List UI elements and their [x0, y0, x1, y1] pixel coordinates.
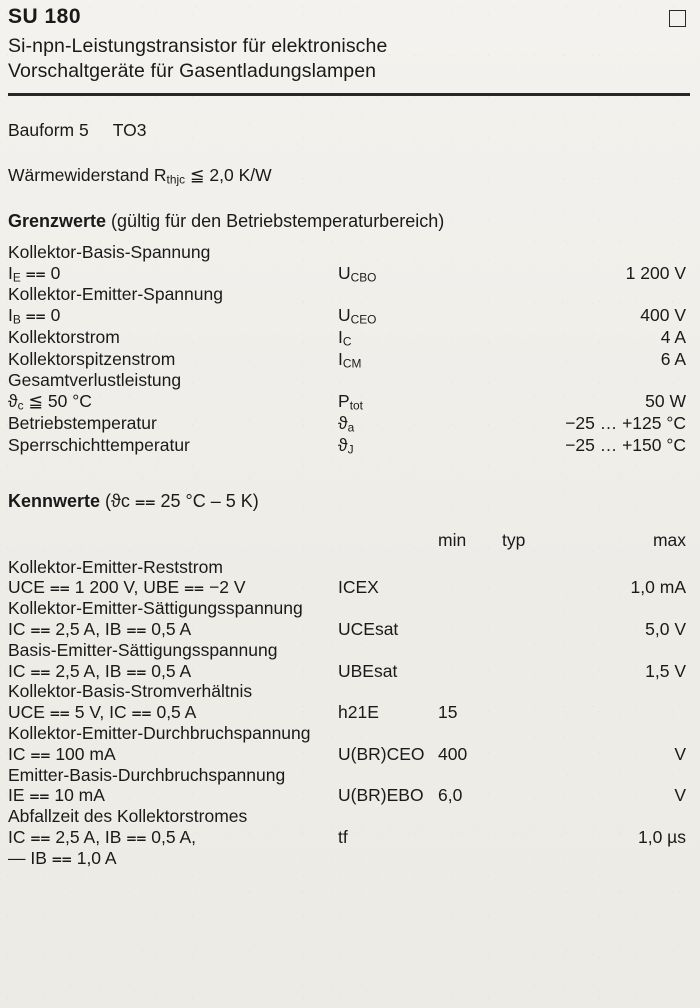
char-max: 1,0 µs	[637, 827, 686, 848]
char-max: V	[674, 743, 686, 764]
char-condition: UCE ⩵ 1 200 V, UBE ⩵ −2 V	[8, 577, 246, 598]
table-row	[8, 305, 690, 327]
column-header-typ: typ	[502, 529, 526, 550]
limit-desc: Kollektor-Basis-Spannung	[8, 241, 211, 262]
limit-desc-rest: ≦ 50 °C	[23, 391, 92, 412]
limit-desc	[8, 305, 338, 327]
limit-symbol-sub: J	[347, 442, 354, 457]
limit-desc-sub: c	[17, 398, 24, 413]
characteristics-table	[8, 557, 690, 869]
char-symbol: U(BR)EBO	[338, 785, 424, 806]
column-header-min: min	[438, 529, 467, 550]
char-max: 5,0 V	[645, 618, 686, 639]
limit-symbol	[338, 349, 488, 371]
limit-symbol-main: U	[338, 262, 351, 283]
limit-desc-rest: ⩵ 0	[20, 262, 61, 283]
char-symbol: tf	[338, 827, 348, 848]
characteristics-heading-bold: Kennwerte	[8, 490, 101, 511]
table-row	[8, 327, 690, 349]
table-row	[8, 242, 690, 263]
page-title: SU 180	[8, 5, 82, 28]
characteristics-heading-rest: (ϑc ⩵ 25 °C – 5 K)	[100, 490, 259, 511]
char-last-line: — IB ⩵ 1,0 A	[8, 847, 117, 868]
table-row	[8, 619, 690, 640]
thermal-label: Wärmewiderstand R	[8, 164, 167, 185]
limit-symbol-sub: C	[342, 334, 352, 349]
limit-symbol	[338, 413, 488, 435]
limit-symbol-sub: a	[347, 420, 355, 435]
limit-value: 50 W	[645, 391, 686, 412]
title-row	[8, 6, 690, 28]
limit-symbol-sub: CEO	[350, 312, 377, 327]
limit-desc-main: I	[8, 305, 13, 326]
table-row	[8, 349, 690, 371]
package-label: Bauform 5	[8, 120, 89, 141]
char-min: 15	[438, 702, 458, 723]
limit-desc: Kollektor-Emitter-Spannung	[8, 284, 223, 305]
limit-value: 6 A	[660, 348, 686, 369]
table-row	[8, 413, 690, 435]
char-max: 1,0 mA	[630, 577, 686, 598]
limit-symbol	[338, 391, 488, 413]
char-condition: IC ⩵ 100 mA	[8, 743, 116, 764]
limit-desc-rest: ⩵ 0	[20, 305, 61, 326]
char-title: Abfallzeit des Kollektorstromes	[8, 806, 248, 827]
characteristics-column-headers	[8, 530, 690, 551]
limit-desc-sub: B	[12, 312, 21, 327]
char-max: V	[674, 785, 686, 806]
column-header-max: max	[652, 529, 686, 550]
char-title: Kollektor-Basis-Stromverhältnis	[8, 681, 253, 702]
limit-symbol-main: I	[338, 348, 343, 369]
square-outline-icon	[669, 10, 686, 27]
limit-desc-main: I	[8, 262, 13, 283]
char-condition: UCE ⩵ 5 V, IC ⩵ 0,5 A	[8, 702, 197, 723]
package-row	[8, 120, 690, 141]
limit-symbol-main: P	[338, 391, 350, 412]
char-title: Emitter-Basis-Durchbruchspannung	[8, 764, 286, 785]
limit-desc: Gesamtverlustleistung	[8, 370, 182, 391]
char-condition: IE ⩵ 10 mA	[8, 785, 105, 806]
char-symbol: ICEX	[338, 577, 379, 598]
characteristics-heading	[8, 491, 690, 512]
limit-symbol-sub: tot	[349, 398, 363, 413]
limit-symbol	[338, 305, 488, 327]
thermal-value: ≦ 2,0 K/W	[185, 164, 272, 185]
table-row	[8, 391, 690, 413]
subtitle-line-2: Vorschaltgeräte für Gasentladungslampen	[8, 59, 377, 82]
limit-symbol	[338, 263, 488, 285]
subtitle-line-1: Si-npn-Leistungstransistor für elektronische	[8, 35, 388, 58]
limit-desc	[8, 263, 338, 285]
thermal-resistance-row	[8, 165, 690, 187]
table-row	[8, 284, 690, 305]
limit-desc	[8, 391, 338, 413]
subtitle	[8, 34, 690, 83]
package-value: TO3	[112, 120, 147, 141]
char-min: 400	[438, 743, 468, 764]
limits-table	[8, 242, 690, 457]
table-row	[8, 785, 690, 806]
limit-symbol-main: ϑ	[338, 413, 348, 434]
limit-symbol-sub: CM	[342, 356, 362, 371]
limit-symbol-sub: CBO	[350, 270, 377, 285]
char-title: Basis-Emitter-Sättigungsspannung	[8, 639, 278, 660]
char-symbol: UBEsat	[338, 660, 398, 681]
limit-desc-sub: E	[12, 270, 21, 285]
limit-symbol	[338, 327, 488, 349]
table-row	[8, 661, 690, 682]
char-symbol: h21E	[338, 702, 379, 723]
table-row	[8, 370, 690, 391]
limit-symbol-main: U	[338, 305, 351, 326]
limit-value: −25 … +125 °C	[565, 413, 686, 434]
package-info	[8, 120, 338, 141]
limit-symbol-main: ϑ	[338, 434, 348, 455]
limit-desc: Kollektorspitzenstrom	[8, 348, 176, 369]
limits-heading-rest: (gültig für den Betriebstemperaturbereich)	[106, 210, 445, 231]
limits-heading	[8, 211, 690, 232]
limit-desc: Kollektorstrom	[8, 326, 120, 347]
char-min: 6,0	[438, 785, 463, 806]
char-condition: IC ⩵ 2,5 A, IB ⩵ 0,5 A	[8, 660, 192, 681]
table-row	[8, 702, 690, 723]
table-row	[8, 577, 690, 598]
char-symbol: U(BR)CEO	[338, 743, 425, 764]
table-row	[8, 435, 690, 457]
limit-desc: Betriebstemperatur	[8, 413, 157, 434]
thermal-subscript: thjc	[166, 172, 186, 187]
limit-symbol-main: I	[338, 326, 343, 347]
limit-desc: Sperrschichttemperatur	[8, 434, 190, 455]
char-title: Kollektor-Emitter-Reststrom	[8, 556, 223, 577]
table-row	[8, 263, 690, 285]
limits-heading-bold: Grenzwerte	[8, 210, 107, 231]
limit-value: 400 V	[640, 305, 686, 326]
char-title: Kollektor-Emitter-Durchbruchspannung	[8, 723, 311, 744]
table-row	[8, 744, 690, 765]
char-max: 1,5 V	[645, 660, 686, 681]
char-condition: IC ⩵ 2,5 A, IB ⩵ 0,5 A	[8, 618, 192, 639]
char-condition: IC ⩵ 2,5 A, IB ⩵ 0,5 A,	[8, 827, 197, 848]
limit-value: −25 … +150 °C	[565, 434, 686, 455]
char-title: Kollektor-Emitter-Sättigungsspannung	[8, 598, 303, 619]
table-row	[8, 827, 690, 848]
limit-value: 4 A	[660, 326, 686, 347]
limit-value: 1 200 V	[625, 262, 686, 283]
limit-symbol	[338, 435, 488, 457]
char-symbol: UCEsat	[338, 618, 399, 639]
limit-desc-main: ϑ	[8, 391, 18, 412]
